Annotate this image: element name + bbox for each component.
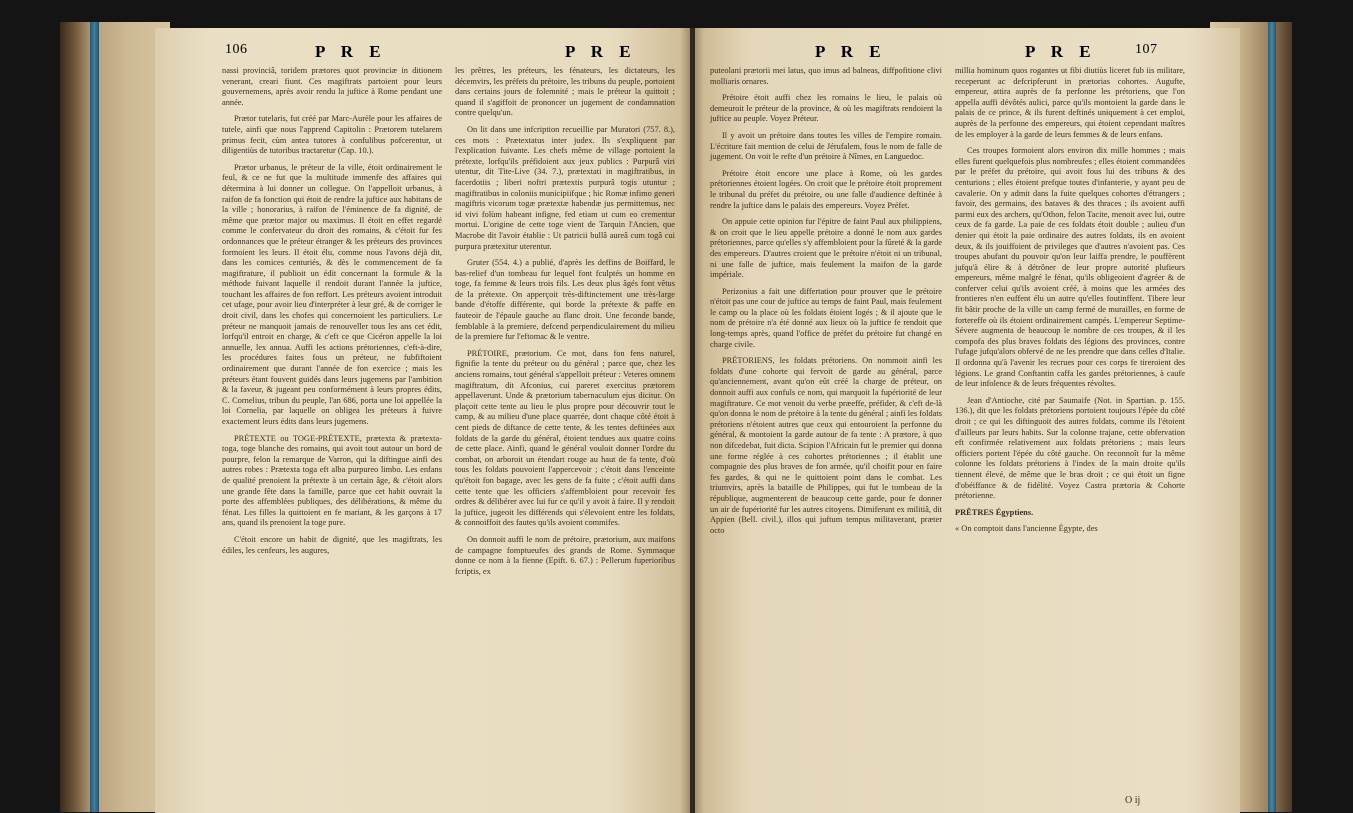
- book-edge-left: [60, 22, 170, 812]
- book-spine-strip-left: [90, 22, 99, 812]
- paragraph: Prétoire étoit auffi chez les romains le lieu, le palais où demeuroit le préteur de la province, & où les magiftrats rendoient la juftice au peuple. Voyez Préteur.: [710, 93, 942, 124]
- paragraph: PRÉTEXTE ou TOGE-PRÉTEXTE, prætexta & prætexta-toga, toge blanche des romains, qui avoit tout autour un bord de pourpre, felon la remarque de Varron, qui la diftingue ainfi des autres robes : Prætexta toga eft alba purpureo limbo. Les enfans de qualité prenoient la prétexte à un certain âge, & c'étoit alors une grande fête dans la famille, parce que cet habit ouvrait la porte des affemblées publiques, des délibérations, & même du fénat. Les filles la quittoient en fe mariant, & les garçons à 17 ans, quand ils prenoient la toge pure.: [222, 433, 442, 528]
- paragraph: Prætor tutelaris, fut créé par Marc-Aurèle pour les affaires de tutele, ainfi que nous l'apprend Capitolin : Prætorem tutelarem primus fecit, cùm antea tutores à confulibus pofcerentur, ut diligentiùs de tutoribus tractaretur (Cap. 10.).: [222, 114, 442, 156]
- paragraph: On lit dans une infcription recueillie par Muratori (757. 8.), ces mots : Prætextatus inter judex. Ils s'expliquent par l'explication fuivante. Les chefs même de village portoient la prétexte, lorfqu'ils préfidoient aux jeux publics : Purpurâ viri utentur, dit Tite-Live (34. 7.), prætextati in magiftratibus, in facerdotiis ; liberi noftri prætextis purpurâ togis utuntur ; magiftratibus in coloniis municipiifque ; hic Romæ infimo generi magiftris vicorum togæ prætextæ habendæ jus permittemus, nec id vivi folùm habeant infigne, fed etiam ut cum eo crementur mortui. L'origine de cette toge vient de Tarquin l'Ancien, que Macrobe dit l'avoir établie : Ut patricii bullâ aureâ cum togâ cui purpura prætexitur uterentur.: [455, 124, 675, 251]
- right-running-head-1: P R E: [815, 42, 887, 61]
- book-gutter: [680, 28, 704, 813]
- paragraph: PRÉTORIENS, les foldats prétoriens. On nommoit ainfi les foldats d'une cohorte qui fervoit de garde au général, parce qu'anciennement, avant qu'on eût créé la charge de préteur, on donnoit auffi aux confuls ce nom, qui marquoit la fupériorité de leur magiftrature. Ce mot venoit du verbe præeffe, préfider, & c'eft de-là qu'on donna le nom de prétoire à la tente du général ; ainfi les foldats prétoriens n'étoient autres que ceux qui entouroient la perfonne du général, & montoient la garde autour de fa tente : A prætore, à quo non difcedebat, fuit dicta. Scipion l'Africain fut le premier qui donna une forme réglée à ces cohortes prétoriennes ; il établit une compagnie des plus braves de fon armée, qu'il choifit pour en faire fes gardes, & qui ne le quittoient point dans le combat. Les triumvirs, après la bataille de Philippes, qui fut le tombeau de la république, augmenterent de beaucoup cette garde, pour fe donner un air de fupériorité fur les autres citoyens. Dimiferunt ex militiâ, dit Appien (Bell. civil.), illos qui juftum tempus militaverant, præter octo: [710, 356, 942, 535]
- left-page-header: [155, 42, 690, 64]
- paragraph: Gruter (554. 4.) a publié, d'après les deffins de Boiffard, le bas-relief d'un tombeau fur lequel font fculptés un homme en toge, fa femme & leurs trois fils. Les deux plus âgés font vêtus de la prétexte. On apperçoit très-diftinctement une très-large bande d'étoffe différente, qui borde la prétexte & paffe en fauteoir de l'épaule gauche au flanc droit. Une feconde bande, femblable à la premiere, defcend perpendiculairement du milieu de la premiere fur l'eftomac & le ventre.: [455, 258, 675, 342]
- paragraph: Il y avoit un prétoire dans toutes les villes de l'empire romain. L'écriture fait mention de celui de Jérufalem, fous le nom de falle de jugement. On voit le refte d'un prétoire à Nîmes, en Languedoc.: [710, 130, 942, 162]
- left-running-head-2: P R E: [565, 42, 637, 61]
- paragraph: nassi provinciâ, toridem prætores quot provinciæ in ditionem venerant, creari fiunt. Ces magiftrats partoient pour leurs gouvernemens, après avoir rendu la juftice à Rome pendant une année.: [222, 66, 442, 107]
- book-spine-strip-right: [1268, 22, 1276, 812]
- paragraph: Ces troupes formoient alors environ dix mille hommes ; mais elles furent quelquefois plus nombreufes ; elles étoient commandées par le préfet du prétoire, qui avoit fous lui des tribuns & des centurions ; elles étoient prefque toutes d'infanterie, y ayant peu de cavalerie. On y admit dans la fuite quelques cohortes d'étrangers ; favoir, des germains, des bataves & des thraces ; ils avoient auffi parmi eux des archers, qu'Othon, felon Tacite, menoit avec lui, outre ceux de fa garde. La paie de ces foldats étoit double ; aulieu d'un denier qui étoit la paie ordinaire des autres foldats, ils en avoient deux, & ils jouiffoient de privileges que d'autres n'avoient pas. Ces troupes abufant du pouvoir qu'on leur laiffa prendre, le pouffèrent jufqu'à élire & à détrôner de leur propre autorité plufieurs empereurs, même malgré le fénat, qu'ils obligeoient d'agréer & de conferver celui qu'ils avoient créé, à moins que les armées des frontieres n'en euffent élu un autre qu'elles foutinffent. Tibere leur fit bâtir proche de la ville un camp fermé de murailles, en forme de fortereffe où ils étoient ordinairement campés. L'empereur Septime-Sévere augmenta de beaucoup le nombre de ces troupes, & il les compofa des plus braves foldats des légions des provinces, contre l'ufage jufqu'alors obfervé de ne les prendre que dans celles d'Italie. Il ordonna qu'à l'avenir les recrues pour ces corps fe tireroient des légions. Le grand Conftantin caffa les gardes prétoriennes, à caufe de leur infolence & de leurs fréquentes révoltes.: [955, 146, 1185, 389]
- left-running-head-1: P R E: [315, 42, 387, 61]
- signature-mark: O ij: [1125, 795, 1141, 806]
- left-column-2: [455, 66, 675, 766]
- paragraph: On appuie cette opinion fur l'épitre de faint Paul aux philippiens, & on croit que le lieu appelle prétoire a donné le nom aux gardes prétoriennes, parce qu'elles s'y affembloient pour la fûreté & la garde des empereurs. D'autres croient que le prétoire n'étoit ni un tribunal, ni une falle de juftice, mais feulement la maifon de la garde impériale.: [710, 217, 942, 280]
- paragraph: millia hominum quos rogantes ut fibi diutiùs liceret fub iis militare, receperunt ac defcripferunt in prætorias cohortes. Augufte, empereur, attira auprès de fa perfonne les prétoriens, que l'on appella auffi dévôtés aulici, parce qu'ils montoient la garde dans le palais de ce prince, & ils furent deftinés uniquement à cet emploi, auprès de la perfonne des empereurs, qui étoient cependant maîtres de les employer à la garde de leurs femmes & de leurs enfans.: [955, 66, 1185, 139]
- section-heading: PRÊTRES Égyptiens.: [955, 507, 1034, 517]
- paragraph: « On comptoit dans l'ancienne Égypte, des: [955, 524, 1098, 534]
- right-running-head-2: P R E: [1025, 42, 1097, 61]
- paragraph: Prétoire étoit encore une place à Rome, où les gardes prétoriennes étoient logées. On croit que le prétoire étoit proprement le tribunal du préfet du prétoire, ou une falle d'audience deftinée à rendre la juftice dans le palais des empereurs. Voyez Préfet.: [710, 168, 942, 210]
- left-page-number: 106: [225, 42, 248, 57]
- right-column-1: [710, 66, 942, 766]
- paragraph: On donnoit auffi le nom de prétoire, prætorium, aux maifons de campagne fomptueufes des grands de Rome. Symmaque donne ce nom à la fienne (Epift. 6. 67.) : Pellerum fuperioribus fcriptis, ex: [455, 534, 675, 576]
- right-page-number: 107: [1135, 42, 1158, 57]
- right-column-2: [955, 66, 1185, 766]
- paragraph: puteolani prætorii mei latus, quo imus ad balneas, diffpofitione clivi molliaris ornares.: [710, 66, 942, 86]
- paragraph: les prêtres, les préteurs, les fénateurs, les dictateurs, les décemvirs, les préfets du prétoire, les tribuns du peuple, portoient dans certains jours de folemnité ; mais le préteur la quittoit ; quand il s'agiffoit de prononcer un jugement de condamnation contre quelqu'un.: [455, 66, 675, 118]
- paragraph: Jean d'Antioche, cité par Saumaife (Not. in Spartian. p. 155. 136.), dit que les foldats prétoriens portoient toujours l'épée du côté droit ; ce qui les diftinguoit des autres foldats, comme ils l'étoient d'ailleurs par leurs habits. Sur la colonne trajane, cette obfervation eft confirmée relativement aux foldats prétoriens ; mais leurs officiers portent l'épée du côté gauche. On reconnoît fur la même colonne les foldats prétoriens à l'index de la main droite qu'ils tiennent élevé, de même que le bras droit ; ce qui étoit un figne d'obéiffance & de fidélité. Voyez Castra prætoria & Cohorte prétorienne.: [955, 395, 1185, 501]
- paragraph: Prætor urbanus, le préteur de la ville, étoit ordinairement le feul, & ce ne fut que la multitude immenfe des affaires qui détermina à lui donner un collegue. On l'appelloit urbanus, à raifon de fa fonction qui étoit de rendre la juftice aux habitans de la ville ; honorarius, à raifon de l'éminence de fa dignité, de même que prætor major ou maximus. Il étoit en effet regardé comme le confervateur du droit des romains, & c'étoit fur fes ordonnances que le préteur étranger & les préteurs des provinces formoient les leurs. Il étoit élu, comme nous l'avons déjà dit, dans les comices centuriés, & dès le commencement de fa magiftrature, il publioit un édit concernant la formule & la méthode fuivant laquelle il rendoit durant l'année la juftice, touchant les affaires de fon reffort. Les préteurs avoient introduit cet ufage, pour avoir lieu d'interpréter à leur gré, & de corriger le droit civil, dans les chofes qui concernoient les particuliers. Le préteur ne manquoit jamais de renouveller tous les ans cet édit, lorfqu'il entroit en charge, & c'eft ce que Cicéron appelle la loi annuelle, lex annua. Auffi les actions prétoriennes, c'eft-à-dire, les procédures faites fous un préteur, ne fubfiftoient ordinairement que durant l'année de fon exercice ; mais les préteurs étant fouvent guidés dans leurs jugemens par l'ambition & la faveur, & jugeant peu conformément à leurs propres édits, C. Cornelius, tribun du peuple, l'an 686, porta une loi appellée la loi Cornelia, par laquelle on obligea les préteurs à fuivre exactement leurs édits dans leurs jugemens.: [222, 162, 442, 426]
- paragraph: C'étoit encore un habit de dignité, que les magiftrats, les édiles, les cenfeurs, les augures,: [222, 534, 442, 555]
- paragraph: Perizonius a fait une differtation pour prouver que le prétoire n'étoit pas une cour de juftice au temps de faint Paul, mais feulement le camp ou la place où les foldats étoient logés ; & il ajoute que le nom de prétoire n'a été donné aux lieux où la juftice fe rendoit que long-temps après, quand l'office de préfet du prétoire fut changé en charge civile.: [710, 286, 942, 349]
- paragraph: PRÉTOIRE, prætorium. Ce mot, dans fon fens naturel, fignifie la tente du préteur ou du général ; parce que, chez les anciens romains, tout général s'appelloit préteur : Veteres omnem magiftratum, dit Afconius, cui pareret exercitus prætorem appellaverunt. Unde & prætorium tabernaculum ejus dicitur. On plaçoit cette tente au lieu le plus propre pour découvrir tout le camp, & au milieu d'une place quarrée, dont chaque côté étoit à cent pieds de diftance de cette tente, & les tentes deftinées aux foldats de la garde du général, étoient tendues aux quatre coins de cette place. Ainfi, quand le général vouloit donner l'ordre du combat, on arboroit un étendart rouge au haut de fa tente, d'où tous les foldats pouvoient l'appercevoir ; c'étoit dans l'enceinte qu'étoit fon bagage, avec les gens de fa fuite ; c'étoit auffi dans cette tente que les officiers s'affembloient pour recevoir fes ordres & délibérer avec lui fur ce qu'il y avoit à faire. Il y rendoit la juftice, jugeoit les différends qui s'élevoient entre les foldats, & connoiffoit des fautes qu'ils avoient commifes.: [455, 348, 675, 528]
- left-column-1: [222, 66, 442, 766]
- right-page-header: [695, 42, 1240, 64]
